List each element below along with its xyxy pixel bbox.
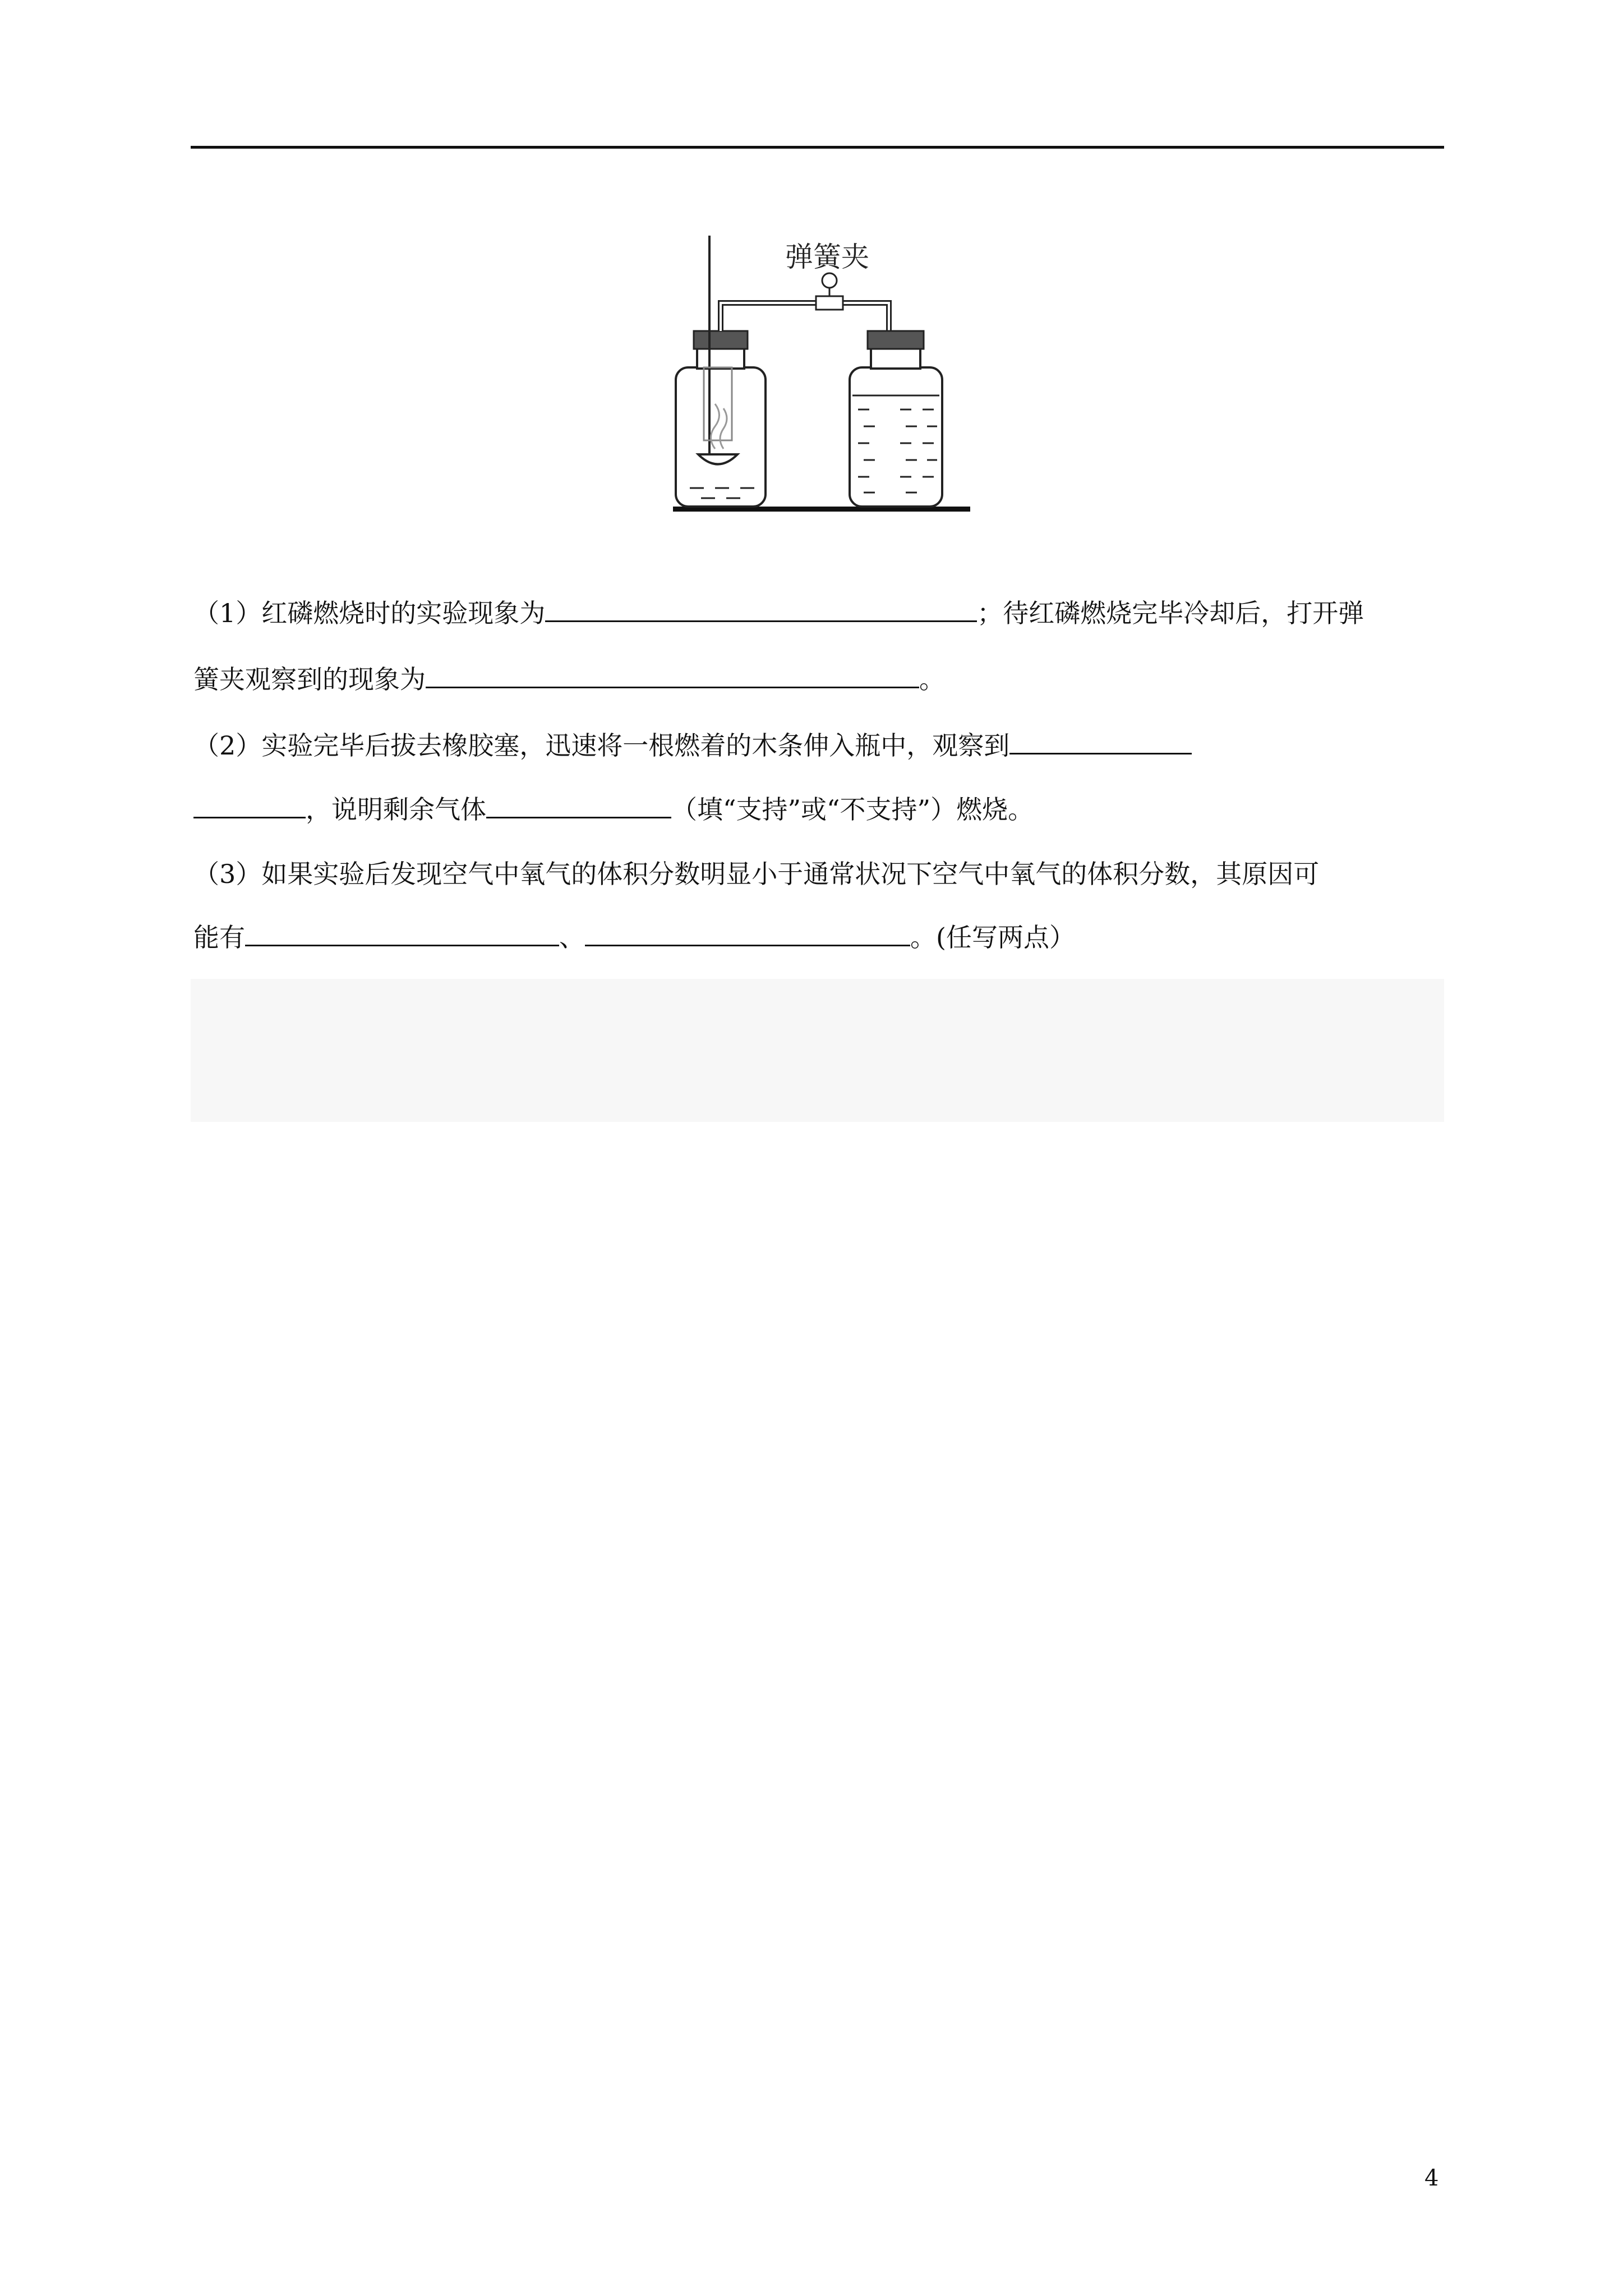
q2-blank-2[interactable]: [486, 792, 671, 818]
q1-text-a: （1）红磷燃烧时的实验现象为: [193, 598, 546, 628]
spring-clamp: [816, 296, 843, 310]
question-1-line-2: [193, 662, 1461, 696]
q3-text-b: 能有: [193, 922, 245, 953]
q2-blank-1-cont[interactable]: [193, 792, 306, 818]
q2-text-c: （填“支持”或“不支持”）燃烧。: [671, 794, 1034, 825]
q3-text-a: （3）如果实验后发现空气中氧气的体积分数明显小于通常状况下空气中氧气的体积分数，其原因可: [193, 859, 1320, 889]
q2-text-a: （2）实验完毕后拔去橡胶塞，迅速将一根燃着的木条伸入瓶中，观察到: [193, 730, 1010, 761]
apparatus-diagram: [659, 236, 984, 527]
q2-blank-1[interactable]: [1009, 728, 1192, 754]
page-number: 4: [1424, 2165, 1439, 2191]
header-rule: [191, 146, 1444, 149]
experiment-figure: [659, 236, 984, 527]
q1-blank-1[interactable]: [545, 596, 977, 622]
q3-blank-2[interactable]: [585, 920, 910, 946]
q3-blank-1[interactable]: [245, 920, 559, 946]
q1-text-b: ；待红磷燃烧完毕冷却后，打开弹: [977, 598, 1364, 628]
question-2-line-2: [193, 792, 1461, 826]
question-2-line-1: [193, 728, 1461, 762]
spring-clamp-knob: [822, 273, 837, 288]
answer-area: [191, 979, 1444, 1122]
right-jar: [850, 367, 942, 507]
q3-text-d: 。(任写两点）: [910, 922, 1075, 953]
question-3-line-2: [193, 920, 1461, 954]
right-jar-stopper: [868, 331, 924, 349]
question-1-line-1: [193, 596, 1461, 630]
q1-text-c: 簧夹观察到的现象为: [193, 664, 426, 694]
q3-text-c: 、: [559, 922, 585, 953]
q2-text-b: ，说明剩余气体: [306, 794, 486, 825]
question-3-line-1: [193, 857, 1461, 891]
spring-clamp-label: 弹簧夹: [785, 241, 869, 273]
q1-blank-2[interactable]: [426, 662, 919, 688]
q1-text-d: 。: [919, 664, 945, 694]
left-jar-stopper: [694, 331, 748, 349]
